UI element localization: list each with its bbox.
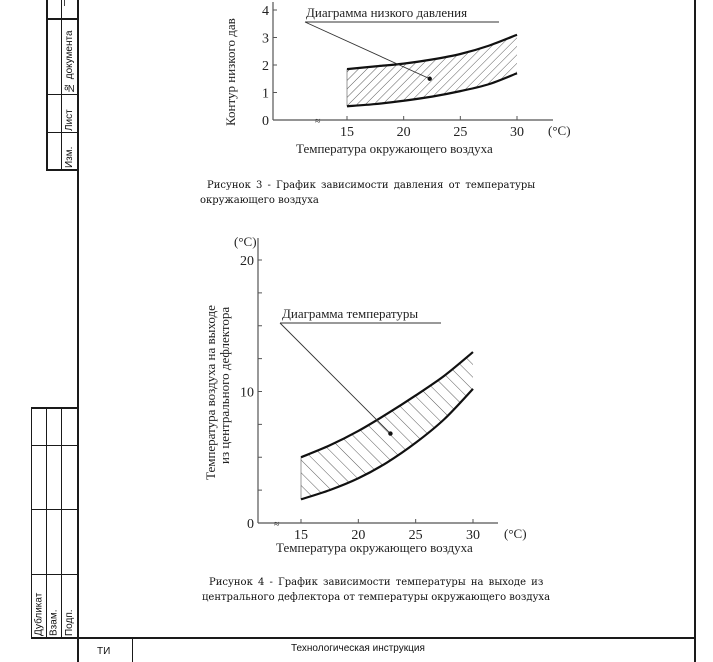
chart1-x-unit: (°C) — [548, 123, 571, 138]
figure4-caption-line2: центрального дефлектора от температуры окружающего воздуха — [202, 592, 551, 603]
chart2-x-unit: (°C) — [504, 526, 527, 541]
chart1-ylabel: Контур низкого дав — [223, 18, 238, 126]
stamp-line — [46, 169, 78, 171]
stamp-line — [46, 0, 48, 170]
stamp-line — [31, 407, 78, 409]
chart2-y-tick-label: 0 — [247, 517, 254, 532]
chart2-x-tick-label: 20 — [351, 528, 366, 543]
chart2-y-tick-label: 10 — [240, 385, 254, 401]
stamp-cell-list: Лист — [64, 109, 75, 131]
chart-low-pressure — [215, 0, 585, 165]
chart1-y-tick-label: 0 — [262, 114, 269, 129]
chart2-x-tick-label: 15 — [294, 528, 308, 543]
chart1-annotation: Диаграмма низкого давления — [306, 5, 468, 20]
chart1-x-tick-label: 15 — [340, 125, 354, 140]
chart2-leader-line — [280, 323, 390, 434]
stamp-line — [46, 132, 78, 133]
chart2-ylabel-line2: из центрального дефлектора — [217, 306, 232, 464]
chart2-xlabel: Температура окружающего воздуха — [276, 540, 473, 555]
stamp-line — [31, 574, 78, 575]
chart-deflector-temperature — [198, 230, 528, 560]
chart2-marker-point — [388, 431, 392, 435]
stamp-line — [64, 0, 65, 6]
chart2-axis-break: ≈ — [274, 519, 280, 530]
footer-divider — [132, 638, 133, 662]
chart2-ylabel-line1: Температура воздуха на выходе — [203, 305, 218, 480]
figure3-caption-line1: Рисунок 3 - График зависимости давления от температуры — [207, 180, 536, 191]
stamp-cell-duplicate: Дубликат — [33, 592, 45, 636]
stamp-line — [31, 445, 78, 446]
chart1-x-tick-label: 30 — [510, 125, 524, 140]
chart1-marker-point — [428, 77, 432, 81]
stamp-line — [31, 637, 78, 639]
footer-title: Технологическая инструкция — [291, 643, 425, 654]
chart2-x-tick-label: 30 — [466, 528, 480, 543]
stamp-cell-podp: Подп. — [64, 609, 75, 636]
frame-left-border — [77, 0, 79, 662]
footer-code: ТИ — [97, 646, 111, 657]
stamp-cell-vzam: Взам. — [48, 609, 60, 636]
chart2-x-tick-label: 25 — [408, 528, 423, 543]
chart2-yunit: (°C) — [234, 234, 257, 249]
chart1-axis-break: ≈ — [315, 116, 321, 127]
chart2-y-tick-label: 20 — [240, 254, 254, 269]
figure3-caption-line2: окружающего воздуха — [200, 195, 319, 206]
footer-top-line — [77, 637, 696, 639]
chart1-y-tick-label: 2 — [262, 59, 269, 74]
chart1-x-tick-label: 20 — [396, 125, 411, 140]
chart1-y-tick-label: 3 — [262, 31, 269, 47]
stamp-line — [31, 509, 78, 510]
figure4-caption-line1: Рисунок 4 - График зависимости температуры на выходе из — [209, 577, 544, 588]
chart1-x-tick-label: 25 — [453, 125, 468, 140]
stamp-line — [46, 94, 78, 95]
chart1-y-tick-label: 1 — [262, 86, 269, 102]
chart1-y-tick-label: 4 — [262, 4, 269, 19]
chart1-xlabel: Температура окружающего воздуха — [296, 141, 493, 156]
frame-right-border — [694, 0, 696, 662]
stamp-cell-doc-number: № документа — [64, 30, 75, 93]
chart2-annotation: Диаграмма температуры — [282, 306, 419, 321]
stamp-cell-izm: Изм. — [64, 146, 75, 168]
